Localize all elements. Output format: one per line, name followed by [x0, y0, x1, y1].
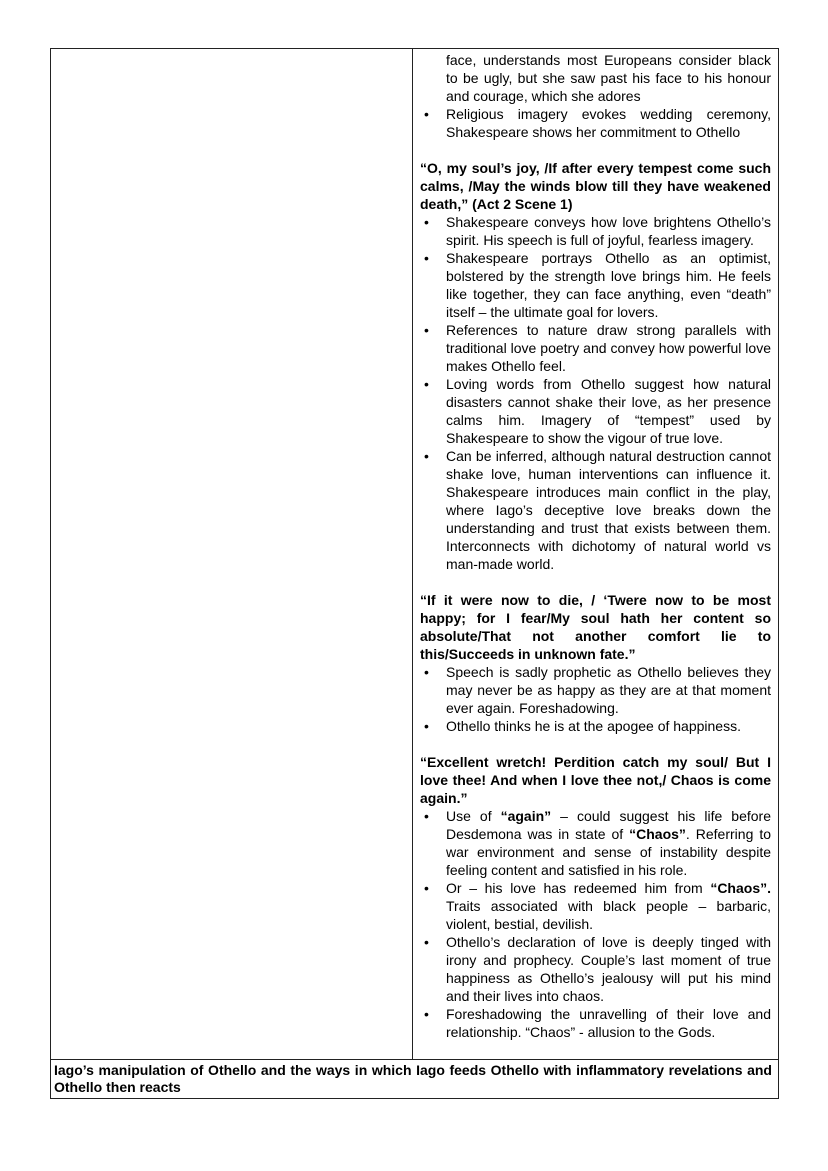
quote-heading: “Excellent wretch! Perdition catch my soul/ But I love thee! And when I love thee not,/ Chaos is come again.”	[420, 754, 771, 806]
bullet-list	[420, 663, 771, 735]
quote-section	[420, 51, 771, 141]
bullet-point	[420, 663, 771, 717]
bullet-list	[420, 51, 771, 141]
bullet-text: Foreshadowing the unravelling of their love and relationship. “Chaos” - allusion to the Gods.	[446, 1006, 771, 1040]
bullet-point	[420, 807, 771, 879]
emphasised-text: “Chaos”.	[710, 880, 771, 896]
quote-section	[420, 159, 771, 573]
bullet-point	[420, 933, 771, 1005]
bullet-text: Othello’s declaration of love is deeply tinged with irony and prophecy. Couple’s last moment of true happiness as Othello’s jealousy will put his mind and their lives into chaos.	[446, 934, 771, 1004]
bullet-point	[420, 447, 771, 573]
quote-heading: “O, my soul’s joy, /If after every tempest come such calms, /May the winds blow till they have weakened death,” (Act 2 Scene 1)	[420, 160, 771, 212]
bullet-text: Speech is sadly prophetic as Othello believes they may never be as happy as they are at that moment ever again. Foreshadowing.	[446, 664, 771, 716]
emphasised-text: “again”	[500, 808, 552, 824]
bullet-point	[420, 213, 771, 249]
quote-heading: “If it were now to die, / ‘Twere now to be most happy; for I fear/My soul hath her content so absolute/That not another comfort lie to this/Succeeds in unknown fate.”	[420, 592, 771, 662]
table-row	[51, 1060, 779, 1099]
bullet-point	[420, 879, 771, 933]
bullet-point	[420, 1005, 771, 1041]
bullet-point	[420, 51, 771, 105]
bullet-text: Loving words from Othello suggest how natural disasters cannot shake their love, as her presence calms him. Imagery of “tempest” used by Shakespeare to show the vigour of true love.	[446, 376, 771, 446]
right-column-cell	[413, 49, 779, 1060]
bullet-text: . Referring to war environment and sense of instability despite feeling content and satisfied in his role.	[446, 826, 771, 878]
bullet-point	[420, 105, 771, 141]
bullet-text: Can be inferred, although natural destruction cannot shake love, human interventions can influence it. Shakespeare introduces main conflict in the play, where Iago’s deceptive love breaks down the understanding and trust that exists between them. Interconnects with dichotomy of natural world vs man-made world.	[446, 448, 771, 572]
quote-section	[420, 591, 771, 735]
bullet-text: – could suggest his life before Desdemona was in state of	[446, 808, 771, 842]
notes-table	[50, 48, 779, 1099]
bullet-text: Shakespeare portrays Othello as an optimist, bolstered by the strength love brings him. He feels like together, they can face anything, even “death” itself – the ultimate goal for lovers.	[446, 250, 771, 320]
bullet-list	[420, 213, 771, 573]
emphasised-text: “Chaos”	[629, 826, 686, 842]
bullet-text: Shakespeare conveys how love brightens Othello’s spirit. His speech is full of joyful, fearless imagery.	[446, 214, 771, 248]
left-column-cell	[51, 49, 413, 1060]
bullet-list	[420, 807, 771, 1041]
bullet-text: face, understands most Europeans consider black to be ugly, but she saw past his face to his honour and courage, which she adores	[446, 52, 771, 104]
bullet-point	[420, 717, 771, 735]
table-row	[51, 49, 779, 1060]
bullet-text: References to nature draw strong parallels with traditional love poetry and convey how powerful love makes Othello feel.	[446, 322, 771, 374]
section-heading-cell: Iago’s manipulation of Othello and the ways in which Iago feeds Othello with inflammatory revelations and Othello then reacts	[51, 1060, 779, 1099]
bullet-point	[420, 375, 771, 447]
bullet-text: Religious imagery evokes wedding ceremony, Shakespeare shows her commitment to Othello	[446, 106, 771, 140]
bullet-text: Othello thinks he is at the apogee of happiness.	[446, 718, 741, 734]
quote-section	[420, 753, 771, 1041]
bullet-text: Use of	[446, 808, 501, 824]
bullet-text: Or – his love has redeemed him from	[446, 880, 711, 896]
bullet-point	[420, 321, 771, 375]
bullet-point	[420, 249, 771, 321]
bullet-text: Traits associated with black people – barbaric, violent, bestial, devilish.	[446, 898, 771, 932]
